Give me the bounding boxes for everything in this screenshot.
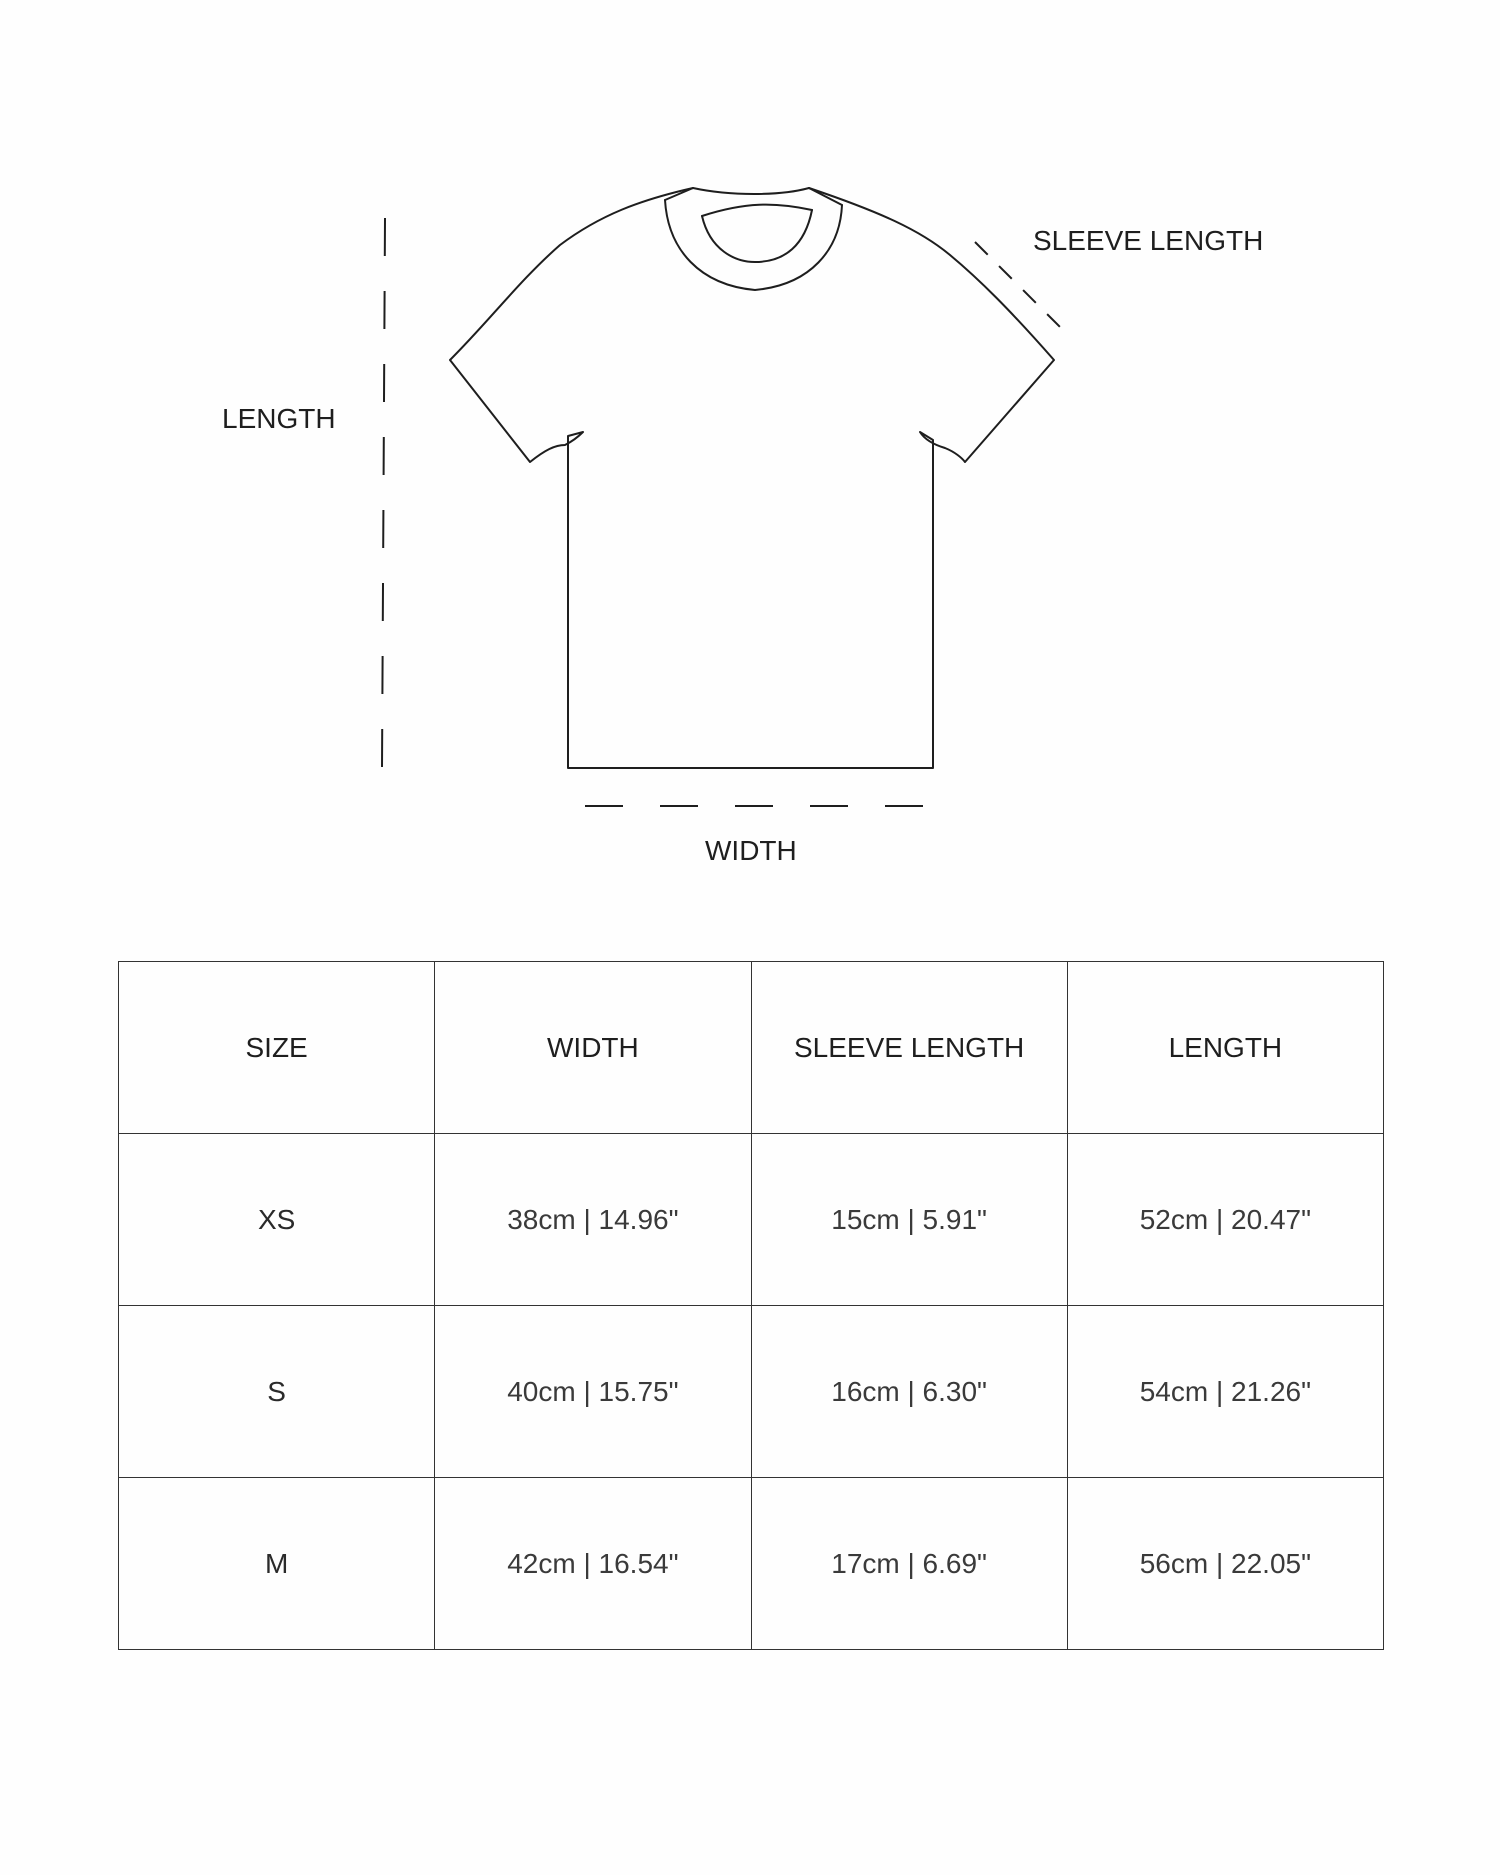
length-cell: 52cm | 20.47" bbox=[1067, 1134, 1383, 1306]
collar-inner-curve bbox=[702, 210, 812, 262]
length-dashed-line bbox=[382, 218, 385, 768]
size-chart-table bbox=[118, 961, 1384, 1650]
length-cell: 56cm | 22.05" bbox=[1067, 1478, 1383, 1650]
collar-inner bbox=[702, 205, 812, 216]
header-width: WIDTH bbox=[435, 962, 751, 1134]
sleeve-length-cell: 15cm | 5.91" bbox=[751, 1134, 1067, 1306]
sleeve-length-cell: 17cm | 6.69" bbox=[751, 1478, 1067, 1650]
width-cell: 40cm | 15.75" bbox=[435, 1306, 751, 1478]
size-cell: M bbox=[119, 1478, 435, 1650]
size-cell: XS bbox=[119, 1134, 435, 1306]
tshirt-body bbox=[450, 188, 1054, 768]
length-label: LENGTH bbox=[222, 403, 336, 434]
width-cell: 38cm | 14.96" bbox=[435, 1134, 751, 1306]
width-label: WIDTH bbox=[705, 835, 797, 866]
table-header-row bbox=[119, 962, 1384, 1134]
header-sleeve-length: SLEEVE LENGTH bbox=[751, 962, 1067, 1134]
collar-outer bbox=[665, 200, 842, 290]
sleeve-length-label: SLEEVE LENGTH bbox=[1033, 225, 1264, 256]
table-row bbox=[119, 1478, 1384, 1650]
size-cell: S bbox=[119, 1306, 435, 1478]
header-length: LENGTH bbox=[1067, 962, 1383, 1134]
tshirt-outline bbox=[450, 188, 1054, 768]
sleeve-length-cell: 16cm | 6.30" bbox=[751, 1306, 1067, 1478]
table-row bbox=[119, 1134, 1384, 1306]
neckline-top bbox=[693, 188, 809, 194]
width-cell: 42cm | 16.54" bbox=[435, 1478, 751, 1650]
table-row bbox=[119, 1306, 1384, 1478]
length-cell: 54cm | 21.26" bbox=[1067, 1306, 1383, 1478]
tshirt-diagram bbox=[0, 0, 1500, 900]
header-size: SIZE bbox=[119, 962, 435, 1134]
